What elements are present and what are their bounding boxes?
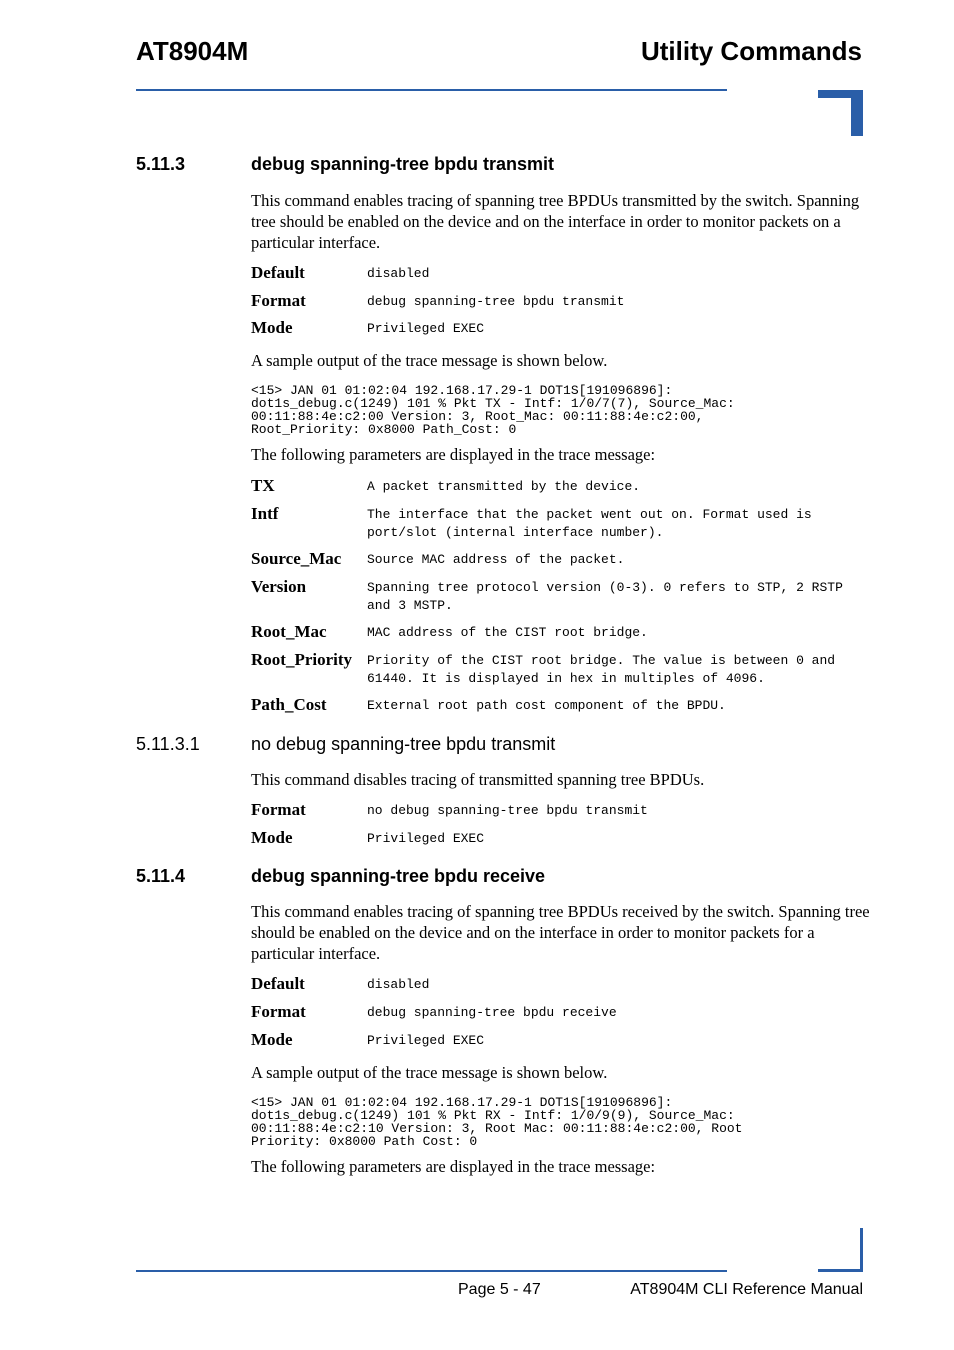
row-value: debug spanning-tree bpdu transmit bbox=[367, 294, 625, 309]
row-value: Privileged EXEC bbox=[367, 831, 485, 846]
row-value: Privileged EXEC bbox=[367, 1033, 485, 1048]
manual-title: AT8904M CLI Reference Manual bbox=[630, 1281, 863, 1298]
row-label: Mode bbox=[251, 828, 293, 847]
subsection-heading bbox=[136, 734, 555, 755]
row-label: Default bbox=[251, 974, 305, 993]
code-sample: <15> JAN 01 01:02:04 192.168.17.29-1 DOT1S[191096896]: dot1s_debug.c(1249) 101 % Pkt RX - Intf: 1/0/9(9), Source_Mac: 00:11:88:4e:c2:10 Version: 3, Root Mac: 00:11:88:4e:c2:00, Root Priority: 0x8000 Path Cost: 0 bbox=[251, 1095, 743, 1149]
header-corner-mark-vertical bbox=[851, 90, 863, 136]
param-description: A packet transmitted by the device. bbox=[367, 479, 641, 494]
row-label: Mode bbox=[251, 318, 293, 337]
header-rule bbox=[136, 89, 727, 91]
row-label: Default bbox=[251, 263, 305, 282]
code-sample: <15> JAN 01 01:02:04 192.168.17.29-1 DOT1S[191096896]: dot1s_debug.c(1249) 101 % Pkt TX - Intf: 1/0/7(7), Source_Mac: 00:11:88:4e:c2:00 Version: 3, Root_Mac: 00:11:88:4e:c2:00, Root_Priority: 0x8000 Path_Cost: 0 bbox=[251, 383, 735, 437]
section-heading bbox=[136, 866, 545, 887]
footer-corner-mark bbox=[860, 1228, 863, 1272]
param-description: External root path cost component of the BPDU. bbox=[367, 698, 726, 713]
row-label: Format bbox=[251, 291, 306, 310]
row-value: no debug spanning-tree bpdu transmit bbox=[367, 803, 648, 818]
param-description: Source MAC address of the packet. bbox=[367, 552, 625, 567]
params-intro: The following parameters are displayed in the trace message: bbox=[251, 1157, 656, 1176]
row-value: Privileged EXEC bbox=[367, 321, 485, 336]
row-label: Mode bbox=[251, 1030, 293, 1049]
param-description: Spanning tree protocol version (0-3). 0 refers to STP, 2 RSTP and 3 MSTP. bbox=[367, 580, 843, 613]
footer-corner-mark-horizontal bbox=[818, 1269, 863, 1272]
subsection-number: 5.11.3.1 bbox=[136, 734, 200, 754]
row-value: disabled bbox=[367, 977, 430, 992]
section-intro: This command enables tracing of spanning tree BPDUs transmitted by the switch. Spanning tree should be enabled on the device and on the interface in order to monitor packets on a particular interface. bbox=[251, 191, 860, 252]
row-value: debug spanning-tree bpdu receive bbox=[367, 1005, 617, 1020]
section-title: debug spanning-tree bpdu transmit bbox=[251, 154, 555, 174]
param-label: Version bbox=[251, 577, 307, 596]
param-label: Path_Cost bbox=[251, 695, 327, 714]
page-number: Page 5 - 47 bbox=[458, 1281, 541, 1298]
param-description: Priority of the CIST root bridge. The value is between 0 and 61440. It is displayed in hex in multiples of 4096. bbox=[367, 653, 836, 686]
subsection-title: no debug spanning-tree bpdu transmit bbox=[251, 734, 556, 754]
param-label: Root_Mac bbox=[251, 622, 327, 641]
row-label: Format bbox=[251, 1002, 306, 1021]
param-label: Root_Priority bbox=[251, 650, 353, 669]
sample-intro: A sample output of the trace message is shown below. bbox=[251, 351, 608, 370]
row-value: disabled bbox=[367, 266, 430, 281]
header-chapter: Utility Commands bbox=[640, 36, 862, 66]
section-number: 5.11.4 bbox=[136, 866, 186, 886]
param-description: The interface that the packet went out on. Format used is port/slot (internal interface number). bbox=[367, 507, 812, 540]
param-label: Intf bbox=[251, 504, 279, 523]
header-product: AT8904M bbox=[136, 36, 249, 66]
sample-intro: A sample output of the trace message is shown below. bbox=[251, 1063, 608, 1082]
section-title: debug spanning-tree bpdu receive bbox=[251, 866, 546, 886]
section-number: 5.11.3 bbox=[136, 154, 186, 174]
params-intro: The following parameters are displayed in the trace message: bbox=[251, 445, 656, 464]
param-label: Source_Mac bbox=[251, 549, 342, 568]
row-label: Format bbox=[251, 800, 306, 819]
subsection-intro: This command disables tracing of transmitted spanning tree BPDUs. bbox=[251, 770, 705, 789]
section-intro: This command enables tracing of spanning tree BPDUs received by the switch. Spanning tree should be enabled on the device and on the interface in order to monitor packets for a particular interface. bbox=[251, 902, 870, 963]
param-label: TX bbox=[251, 476, 275, 495]
param-description: MAC address of the CIST root bridge. bbox=[367, 625, 648, 640]
footer-rule bbox=[136, 1270, 727, 1272]
section-heading bbox=[136, 154, 554, 175]
